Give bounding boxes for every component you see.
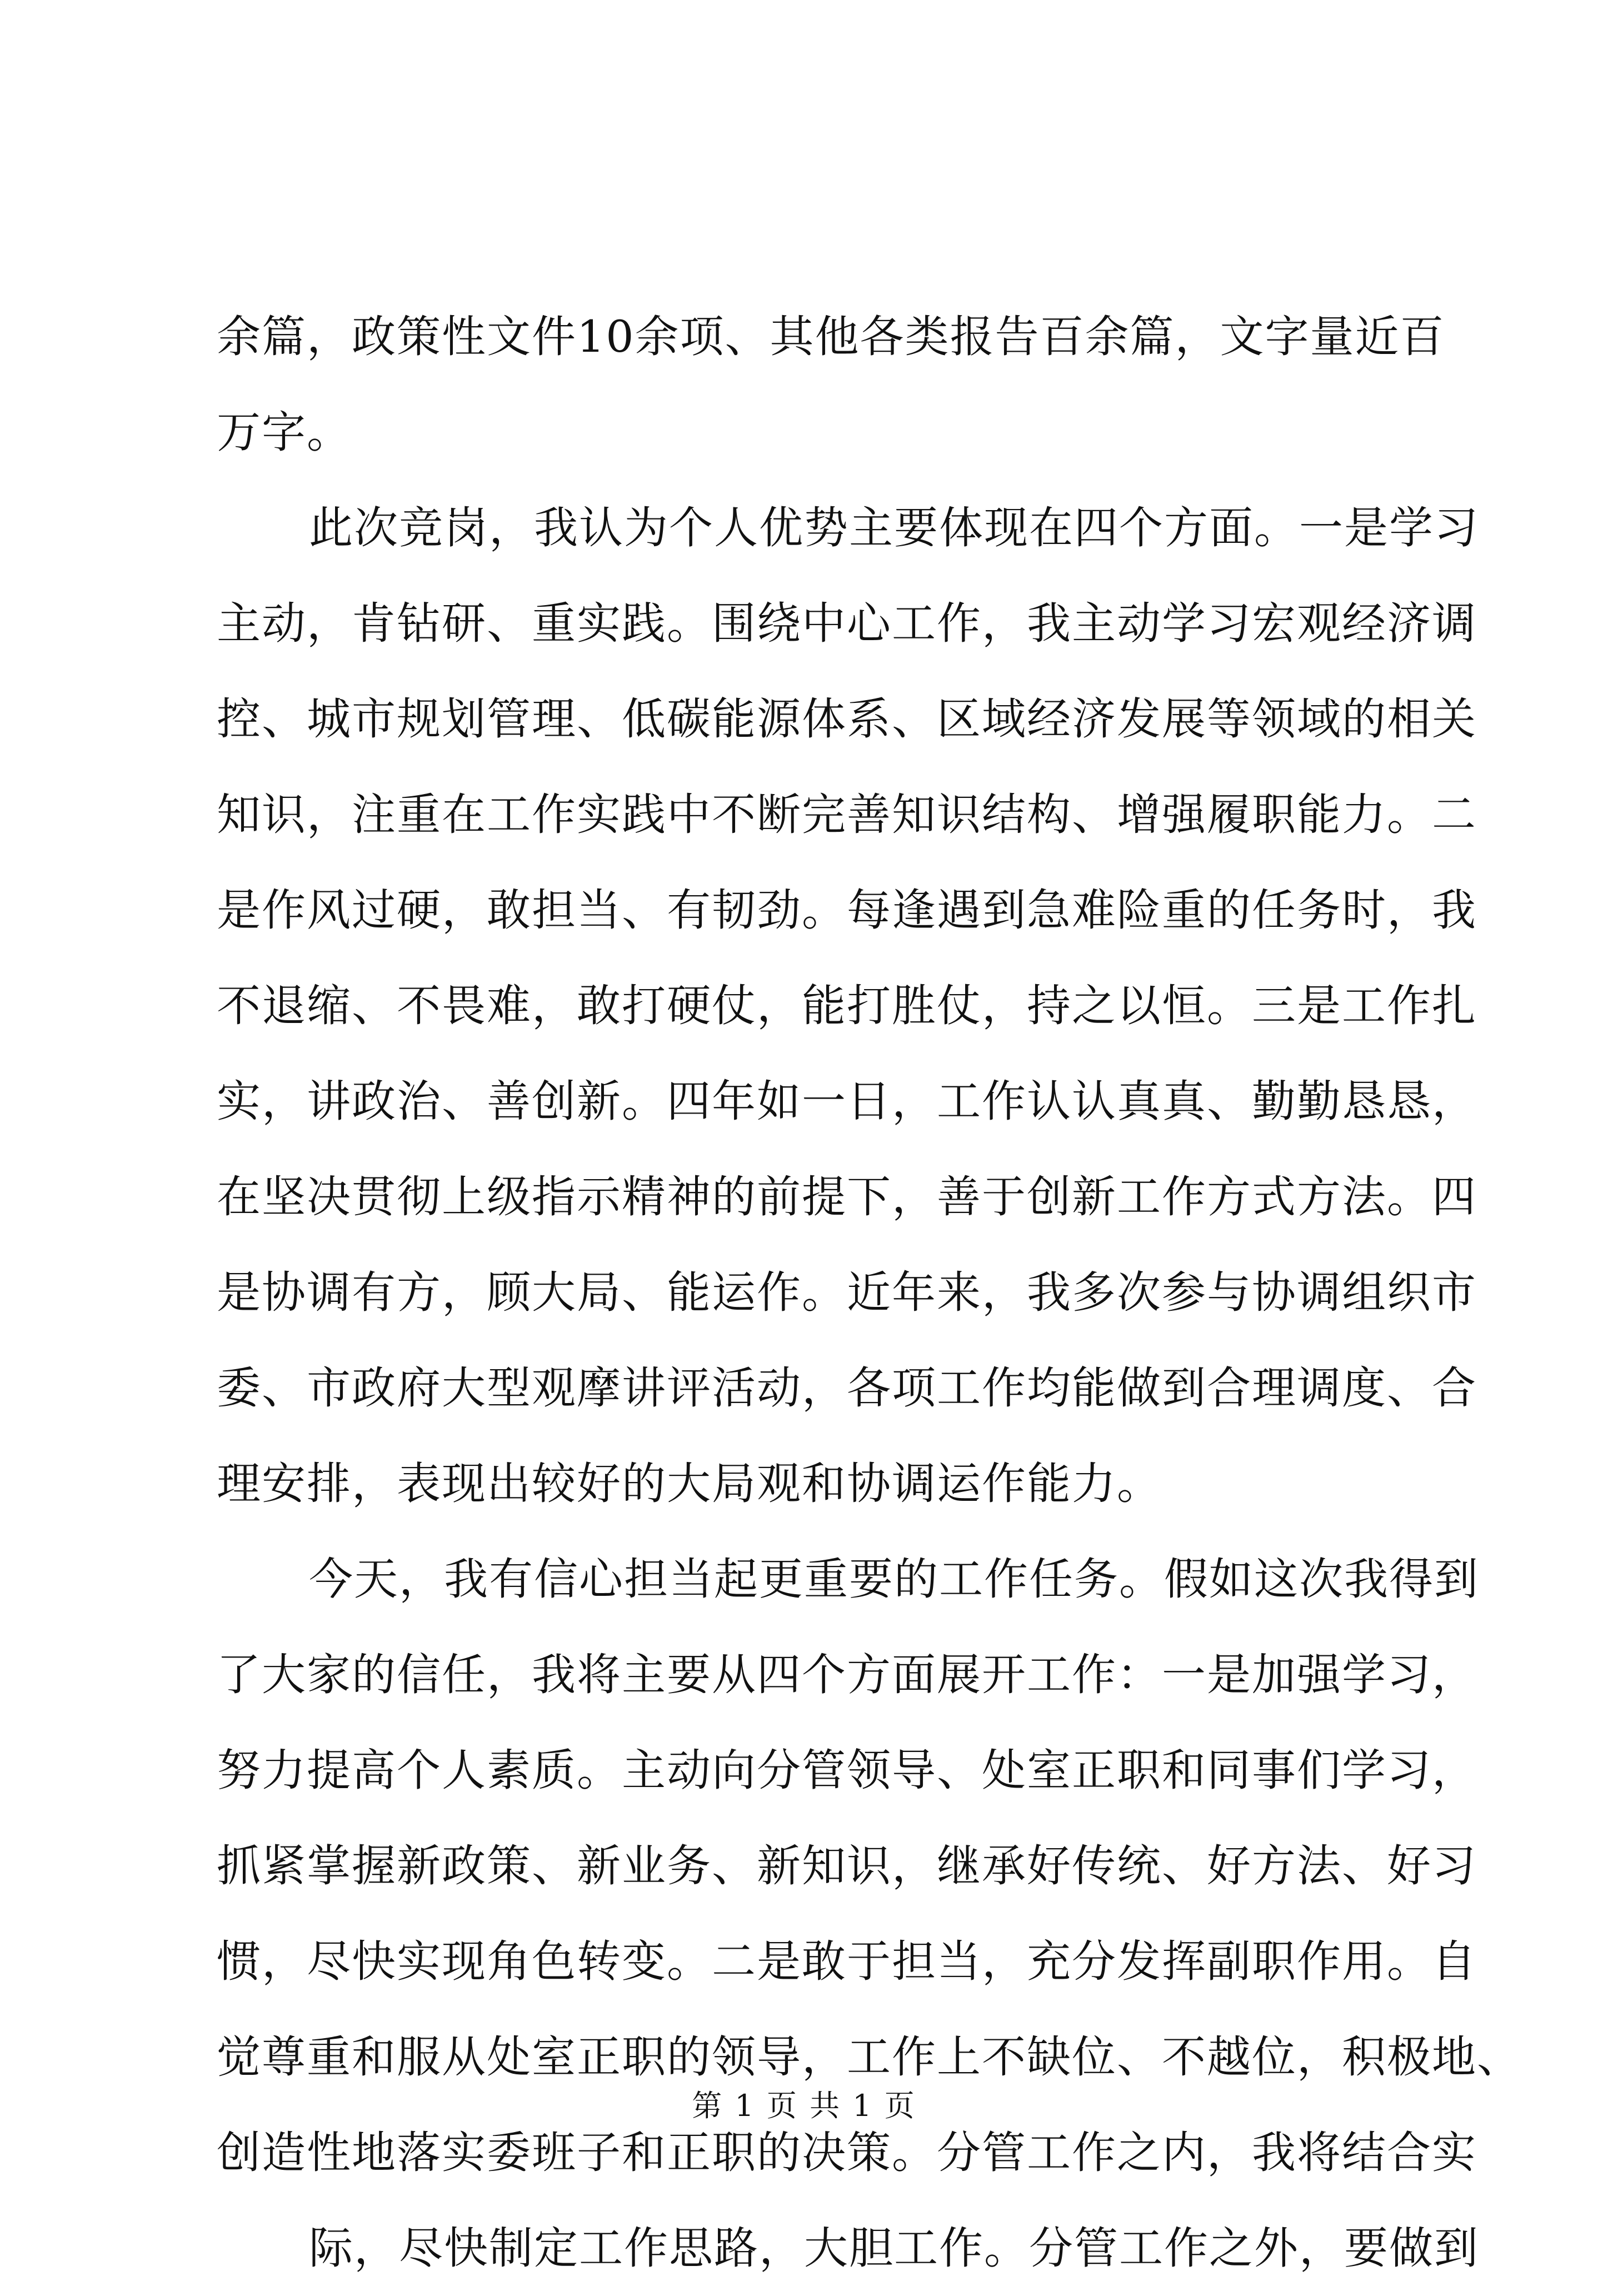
text-line: 今天，我有信心担当起更重要的工作任务。假如这次我得到 (309, 1554, 1479, 1605)
text-line: 此次竞岗，我认为个人优势主要体现在四个方面。一是学习 (309, 502, 1479, 553)
text-line: 际，尽快制定工作思路，大胆工作。分管工作之外，要做到 (309, 2223, 1479, 2274)
page-footer: 第 1 页 共 1 页 (692, 2088, 916, 2123)
text-line: 委、市政府大型观摩讲评活动，各项工作均能做到合理调度、合 (217, 1362, 1477, 1414)
document-body (217, 289, 1522, 2296)
text-line: 觉尊重和服从处室正职的领导，工作上不缺位、不越位，积极地、 (217, 2032, 1522, 2083)
text-line: 努力提高个人素质。主动向分管领导、处室正职和同事们学习， (217, 1745, 1477, 1796)
text-line: 控、城市规划管理、低碳能源体系、区域经济发展等领域的相关 (217, 693, 1477, 745)
text-line: 知识，注重在工作实践中不断完善知识结构、增强履职能力。二 (217, 789, 1477, 840)
text-line: 实，讲政治、善创新。四年如一日，工作认认真真、勤勤恳恳， (217, 1076, 1477, 1127)
text-line: 主动，肯钻研、重实践。围绕中心工作，我主动学习宏观经济调 (217, 598, 1477, 649)
text-line: 是作风过硬，敢担当、有韧劲。每逢遇到急难险重的任务时，我 (217, 885, 1477, 936)
text-line: 余篇，政策性文件10余项、其他各类报告百余篇，文字量近百 (217, 311, 1445, 362)
text-line: 是协调有方，顾大局、能运作。近年来，我多次参与协调组织市 (217, 1267, 1477, 1318)
text-line: 创造性地落实委班子和正职的决策。分管工作之内，我将结合实 (217, 2127, 1477, 2178)
text-line: 在坚决贯彻上级指示精神的前提下，善于创新工作方式方法。四 (217, 1171, 1477, 1222)
text-line: 了大家的信任，我将主要从四个方面展开工作：一是加强学习， (217, 1649, 1477, 1700)
text-line: 不退缩、不畏难，敢打硬仗，能打胜仗，持之以恒。三是工作扎 (217, 980, 1477, 1031)
text-line: 抓紧掌握新政策、新业务、新知识，继承好传统、好方法、好习 (217, 1840, 1477, 1891)
text-line: 理安排，表现出较好的大局观和协调运作能力。 (217, 1458, 1162, 1509)
text-line: 万字。 (217, 407, 352, 458)
text-line: 惯，尽快实现角色转变。二是敢于担当，充分发挥副职作用。自 (217, 1936, 1477, 1987)
